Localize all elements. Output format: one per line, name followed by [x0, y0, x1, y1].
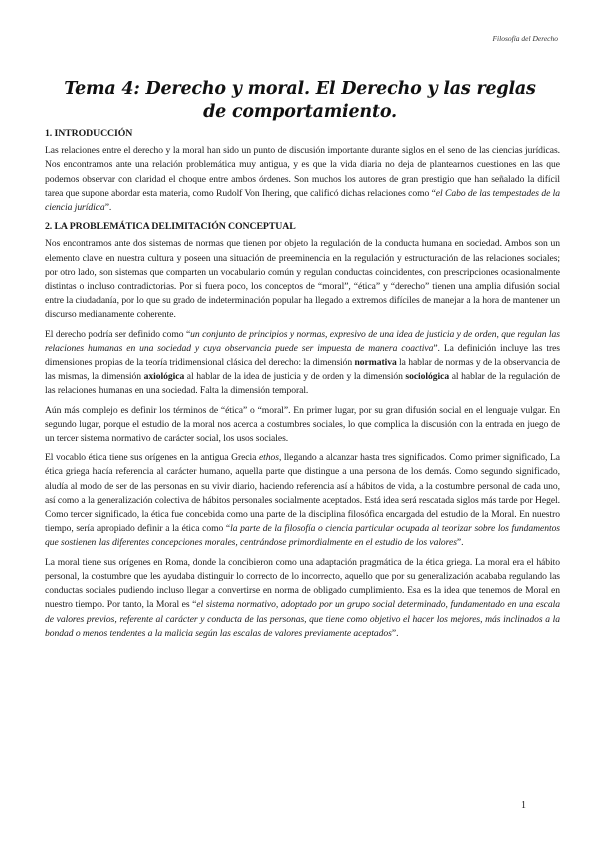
page-number: 1	[521, 800, 526, 811]
quote: el sistema normativo, adoptado por un grupo social determinado, fundamentado en una escala de valores previos, referente al carácter y conducta de las personas, que tiene como objetivo el hacer los mejores, más inclinados a la bondad o menos tendentes a la malicia según las escalas de valores previamente aceptados	[45, 599, 560, 639]
title-line-2: de comportamiento.	[203, 102, 397, 122]
bold-term: axiológica	[143, 371, 185, 383]
quote: el Cabo de las tempestades de la ciencia jurídica	[45, 187, 560, 214]
document-body	[45, 127, 560, 646]
paragraph: Las relaciones entre el derecho y la moral han sido un punto de discusión importante durante siglos en el seno de las ciencias jurídicas. Nos encontramos ante una relación problemática muy antigua, y es que la vida diaria no deja de plantearnos cuestiones en las que podemos observar con claridad el choque entre ambos órdenes. Son muchos los autores de gran prestigio que han señalado la difícil tarea que supone abordar esta materia, como Rudolf Von Ihering, que calificó dichas relaciones como “el Cabo de las tempestades de la ciencia jurídica”.	[45, 145, 560, 214]
paragraph: Nos encontramos ante dos sistemas de normas que tienen por objeto la regulación de la conducta humana en sociedad. Ambos son un elemento clave en nuestra cultura y poseen una situación de preeminencia en la regulación y estructuración de las relaciones sociales; por otro lado, son sistemas que comparten un vocabulario común y regulan conductas coincidentes, con prescripciones ocasionalmente distintas o incluso contradictorias. Por si fuera poco, los conceptos de “moral”, “ética” y “derecho” tienen una amplia difusión social entre la ciudadanía, por lo que su grado de indeterminación popular ha llegado a extremos difíciles de manejar a la hora de mantener un discurso medianamente coherente.	[45, 238, 560, 321]
quote: la parte de la filosofía o ciencia particular ocupada al teorizar sobre los fundamentos que sostienen las diferentes concepciones morales, centrándose primordialmente en el estudio de los valores	[45, 523, 560, 549]
paragraph: La moral tiene sus orígenes en Roma, donde la concibieron como una adaptación pragmática de la ética griega. La moral era el hábito personal, la costumbre que les ayudaba distinguir lo correcto de lo incorrecto, aquello que por su generalización acababa regulando las conductas sociales pudiendo incluso llegar a convertirse en norma de obligado cumplimiento. Esa es la idea que tenemos de Moral en nuestro tiempo. Por tanto, la Moral es “el sistema normativo, adoptado por un grupo social determinado, fundamentado en una escala de valores previos, referente al carácter y conducta de las personas, que tiene como objetivo el hacer los mejores, más inclinados a la bondad o menos tendentes a la malicia según las escalas de valores previamente aceptados”.	[45, 556, 560, 639]
page-title	[60, 78, 540, 124]
bold-term: normativa	[354, 357, 397, 369]
paragraph: El derecho podría ser definido como “un conjunto de principios y normas, expresivo de una idea de justicia y de orden, que regulan las relaciones humanas en una sociedad y cuya observancia puede ser impuesta de manera coactiva”. La definición incluye las tres dimensiones propias de la teoría tridimensional clásica del derecho: la dimensión normativa la hablar de normas y de la observancia de las mismas, la dimensión axiológica al hablar de la idea de justicia y de orden y la dimensión sociológica al hablar de la regulación de las relaciones humanas en una sociedad. Falta la dimensión temporal.	[45, 328, 561, 397]
bold-term: sociológica	[405, 371, 450, 383]
title-line-1: Tema 4: Derecho y moral. El Derecho y las reglas	[64, 79, 536, 99]
term: ethos	[258, 452, 279, 464]
section-heading-introduccion: 1. INTRODUCCIÓN	[45, 128, 133, 139]
quote: un conjunto de principios y normas, expresivo de una idea de justicia y de orden, que regulan las relaciones humanas en una sociedad y cuya observancia puede ser impuesta de manera coactiva	[45, 328, 560, 354]
section-heading-delimitacion: 2. LA PROBLEMÁTICA DELIMITACIÓN CONCEPTUAL	[45, 221, 296, 233]
paragraph: El vocablo ética tiene sus orígenes en la antigua Grecia ethos, llegando a alcanzar hasta tres significados. Como primer significado, La ética griega hacía referencia al carácter humano, aquella parte que distingue a una persona de los demás. Como segundo significado, aludía al modo de ser de las personas en su vivir diario, haciendo referencia así a hábitos de vida, a la costumbre personal de cada uno, así como a la generalización colectiva de hábitos personales socialmente aceptados. Está idea será rescatada siglos más tarde por Hegel. Como tercer significado, la ética fue concebida como una parte de la disciplina filosófica encargada del estudio de la Moral. En nuestro tiempo, sería apropiado definir a la ética como “la parte de la filosofía o ciencia particular ocupada al teorizar sobre los fundamentos que sostienen las diferentes concepciones morales, centrándose primordialmente en el estudio de los valores”.	[45, 452, 561, 549]
paragraph: Aún más complejo es definir los términos de “ética” o “moral”. En primer lugar, por su gran difusión social en el lenguaje vulgar. En segundo lugar, porque el estudio de la moral nos acerca a costumbres sociales, lo que complica la discusión con la entrada en juego de un tercer sistema normativo de carácter social, los usos sociales.	[45, 404, 560, 445]
running-header: Filosofía del Derecho	[492, 34, 558, 43]
